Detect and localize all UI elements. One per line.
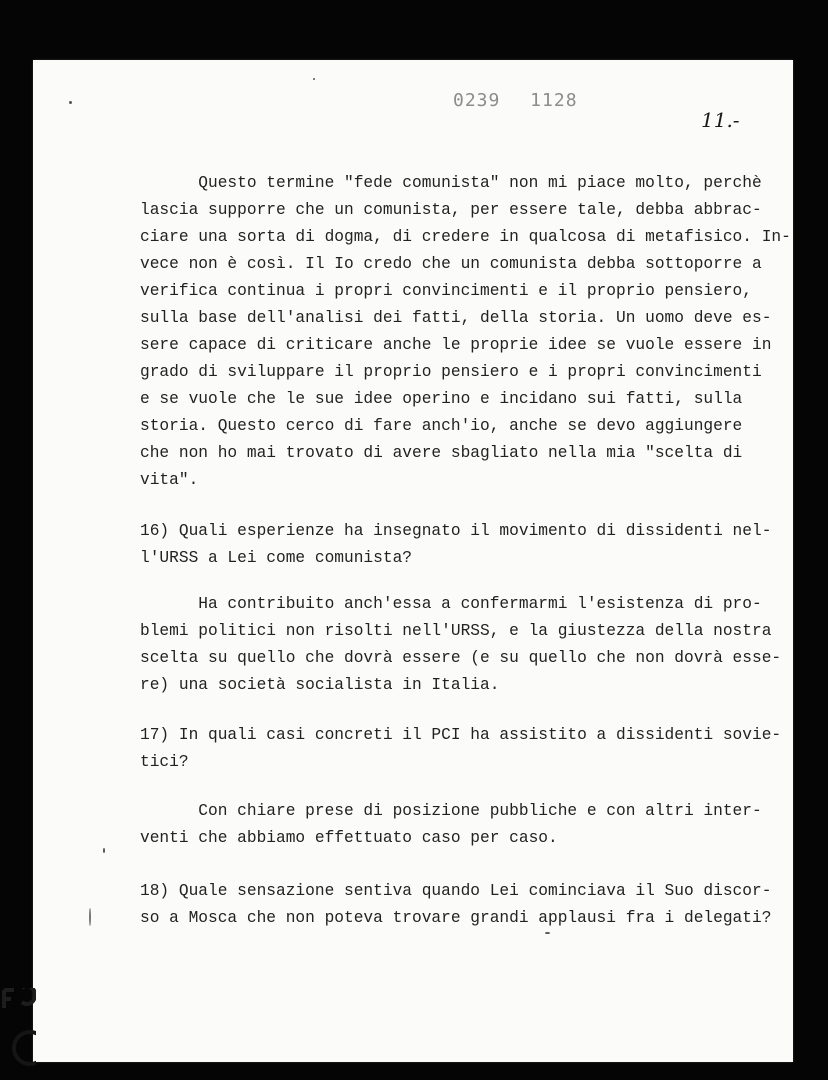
text-line: grado di sviluppare il proprio pensiero e i propri convincimenti <box>140 363 762 381</box>
text-line: lascia supporre che un comunista, per essere tale, debba abbrac- <box>140 201 762 219</box>
text-line: sere capace di criticare anche le proprie idee se vuole essere in <box>140 336 772 354</box>
question-18 <box>140 878 772 932</box>
question-16 <box>140 518 772 572</box>
text-line: sulla base dell'analisi dei fatti, della storia. Un uomo deve es- <box>140 309 772 327</box>
text-line: storia. Questo cerco di fare anch'io, anche se devo aggiungere <box>140 417 743 435</box>
text-line: e se vuole che le sue idee operino e incidano sui fatti, sulla <box>140 390 743 408</box>
text-line: 16) Quali esperienze ha insegnato il movimento di dissidenti nel- <box>140 522 772 540</box>
text-line: re) una società socialista in Italia. <box>140 676 500 694</box>
edge-watermark-icon <box>2 988 36 1074</box>
text-line: venti che abbiamo effettuato caso per caso. <box>140 829 558 847</box>
text-line: ciare una sorta di dogma, di credere in qualcosa di metafisico. In- <box>140 228 791 246</box>
paper-speck <box>103 848 105 853</box>
answer-17 <box>140 798 760 852</box>
paragraph-opening <box>140 170 791 494</box>
paper-speck <box>89 908 91 926</box>
paper-speck <box>545 932 550 934</box>
paper-speck <box>69 101 72 104</box>
text-line: so a Mosca che non poteva trovare grandi applausi fra i delegati? <box>140 909 772 927</box>
text-line: 18) Quale sensazione sentiva quando Lei cominciava il Suo discor- <box>140 882 772 900</box>
page-number: 11.- <box>701 108 740 132</box>
paper-speck <box>313 78 315 80</box>
text-line: vita". <box>140 471 199 489</box>
document-page <box>33 60 793 1062</box>
text-line: tici? <box>140 753 189 771</box>
text-line: blemi politici non risolti nell'URSS, e la giustezza della nostra <box>140 622 772 640</box>
text-line: vece non è così. Il Io credo che un comunista debba sottoporre a <box>140 255 762 273</box>
answer-16 <box>140 591 782 699</box>
text-line: scelta su quello che dovrà essere (e su quello che non dovrà esse- <box>140 649 782 667</box>
question-17 <box>140 722 782 776</box>
archive-number: 0239 1128 <box>453 90 578 111</box>
text-line: 17) In quali casi concreti il PCI ha assistito a dissidenti sovie- <box>140 726 782 744</box>
text-line: Questo termine "fede comunista" non mi piace molto, perchè <box>140 174 762 192</box>
text-line: Ha contribuito anch'essa a confermarmi l'esistenza di pro- <box>140 595 762 613</box>
text-line: l'URSS a Lei come comunista? <box>140 549 412 567</box>
text-line: verifica continua i propri convincimenti e il proprio pensiero, <box>140 282 752 300</box>
text-line: che non ho mai trovato di avere sbagliato nella mia "scelta di <box>140 444 743 462</box>
text-line: Con chiare prese di posizione pubbliche e con altri inter- <box>140 802 762 820</box>
